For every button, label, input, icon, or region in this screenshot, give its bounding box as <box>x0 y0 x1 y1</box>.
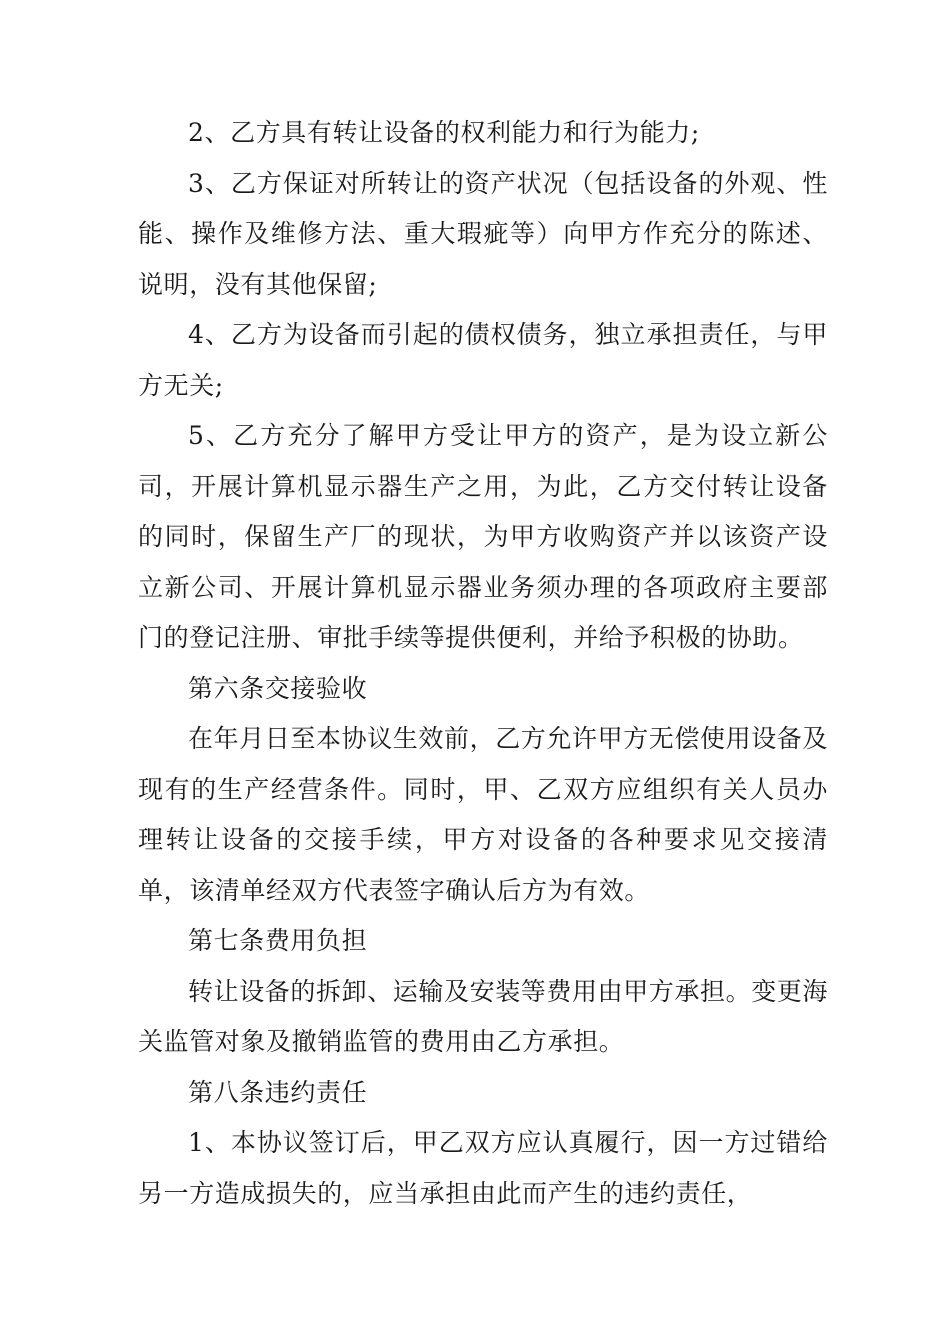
section-heading-article-8: 第八条违约责任 <box>188 1077 368 1107</box>
paragraph-clause-3: 3、乙方保证对所转让的资产状况（包括设备的外观、性能、操作及维修方法、重大瑕疵等）向甲方作充分的陈述、说明，没有其他保留; <box>138 168 828 299</box>
paragraph-liability-1: 1、本协议签订后，甲乙双方应认真履行，因一方过错给另一方造成损失的，应当承担由此而产生的违约责任， <box>138 1128 828 1208</box>
paragraph-clause-2: 2、乙方具有转让设备的权利能力和行为能力; <box>188 118 700 147</box>
document-body <box>138 108 828 1219</box>
paragraph-clause-4: 4、乙方为设备而引起的债权债务，独立承担责任，与甲方无关; <box>138 320 828 400</box>
section-heading-article-7: 第七条费用负担 <box>188 926 368 955</box>
paragraph-handover: 在年月日至本协议生效前，乙方允许甲方无偿使用设备及现有的生产经营条件。同时，甲、乙双方应组织有关人员办理转让设备的交接手续，甲方对设备的各种要求见交接清单，该清单经双方代表签字确认后方为有效。 <box>138 724 829 905</box>
section-heading-article-6: 第六条交接验收 <box>188 673 368 703</box>
paragraph-clause-5: 5、乙方充分了解甲方受让甲方的资产，是为设立新公司，开展计算机显示器生产之用，为此，乙方交付转让设备的同时，保留生产厂的现状，为甲方收购资产并以该资产设立新公司、开展计算机显示器业务须办理的各项政府主要部门的登记注册、审批手续等提供便利，并给予积极的协助。 <box>138 421 828 652</box>
paragraph-costs: 转让设备的拆卸、运输及安装等费用由甲方承担。变更海关监管对象及撤销监管的费用由乙方承担。 <box>138 976 829 1056</box>
